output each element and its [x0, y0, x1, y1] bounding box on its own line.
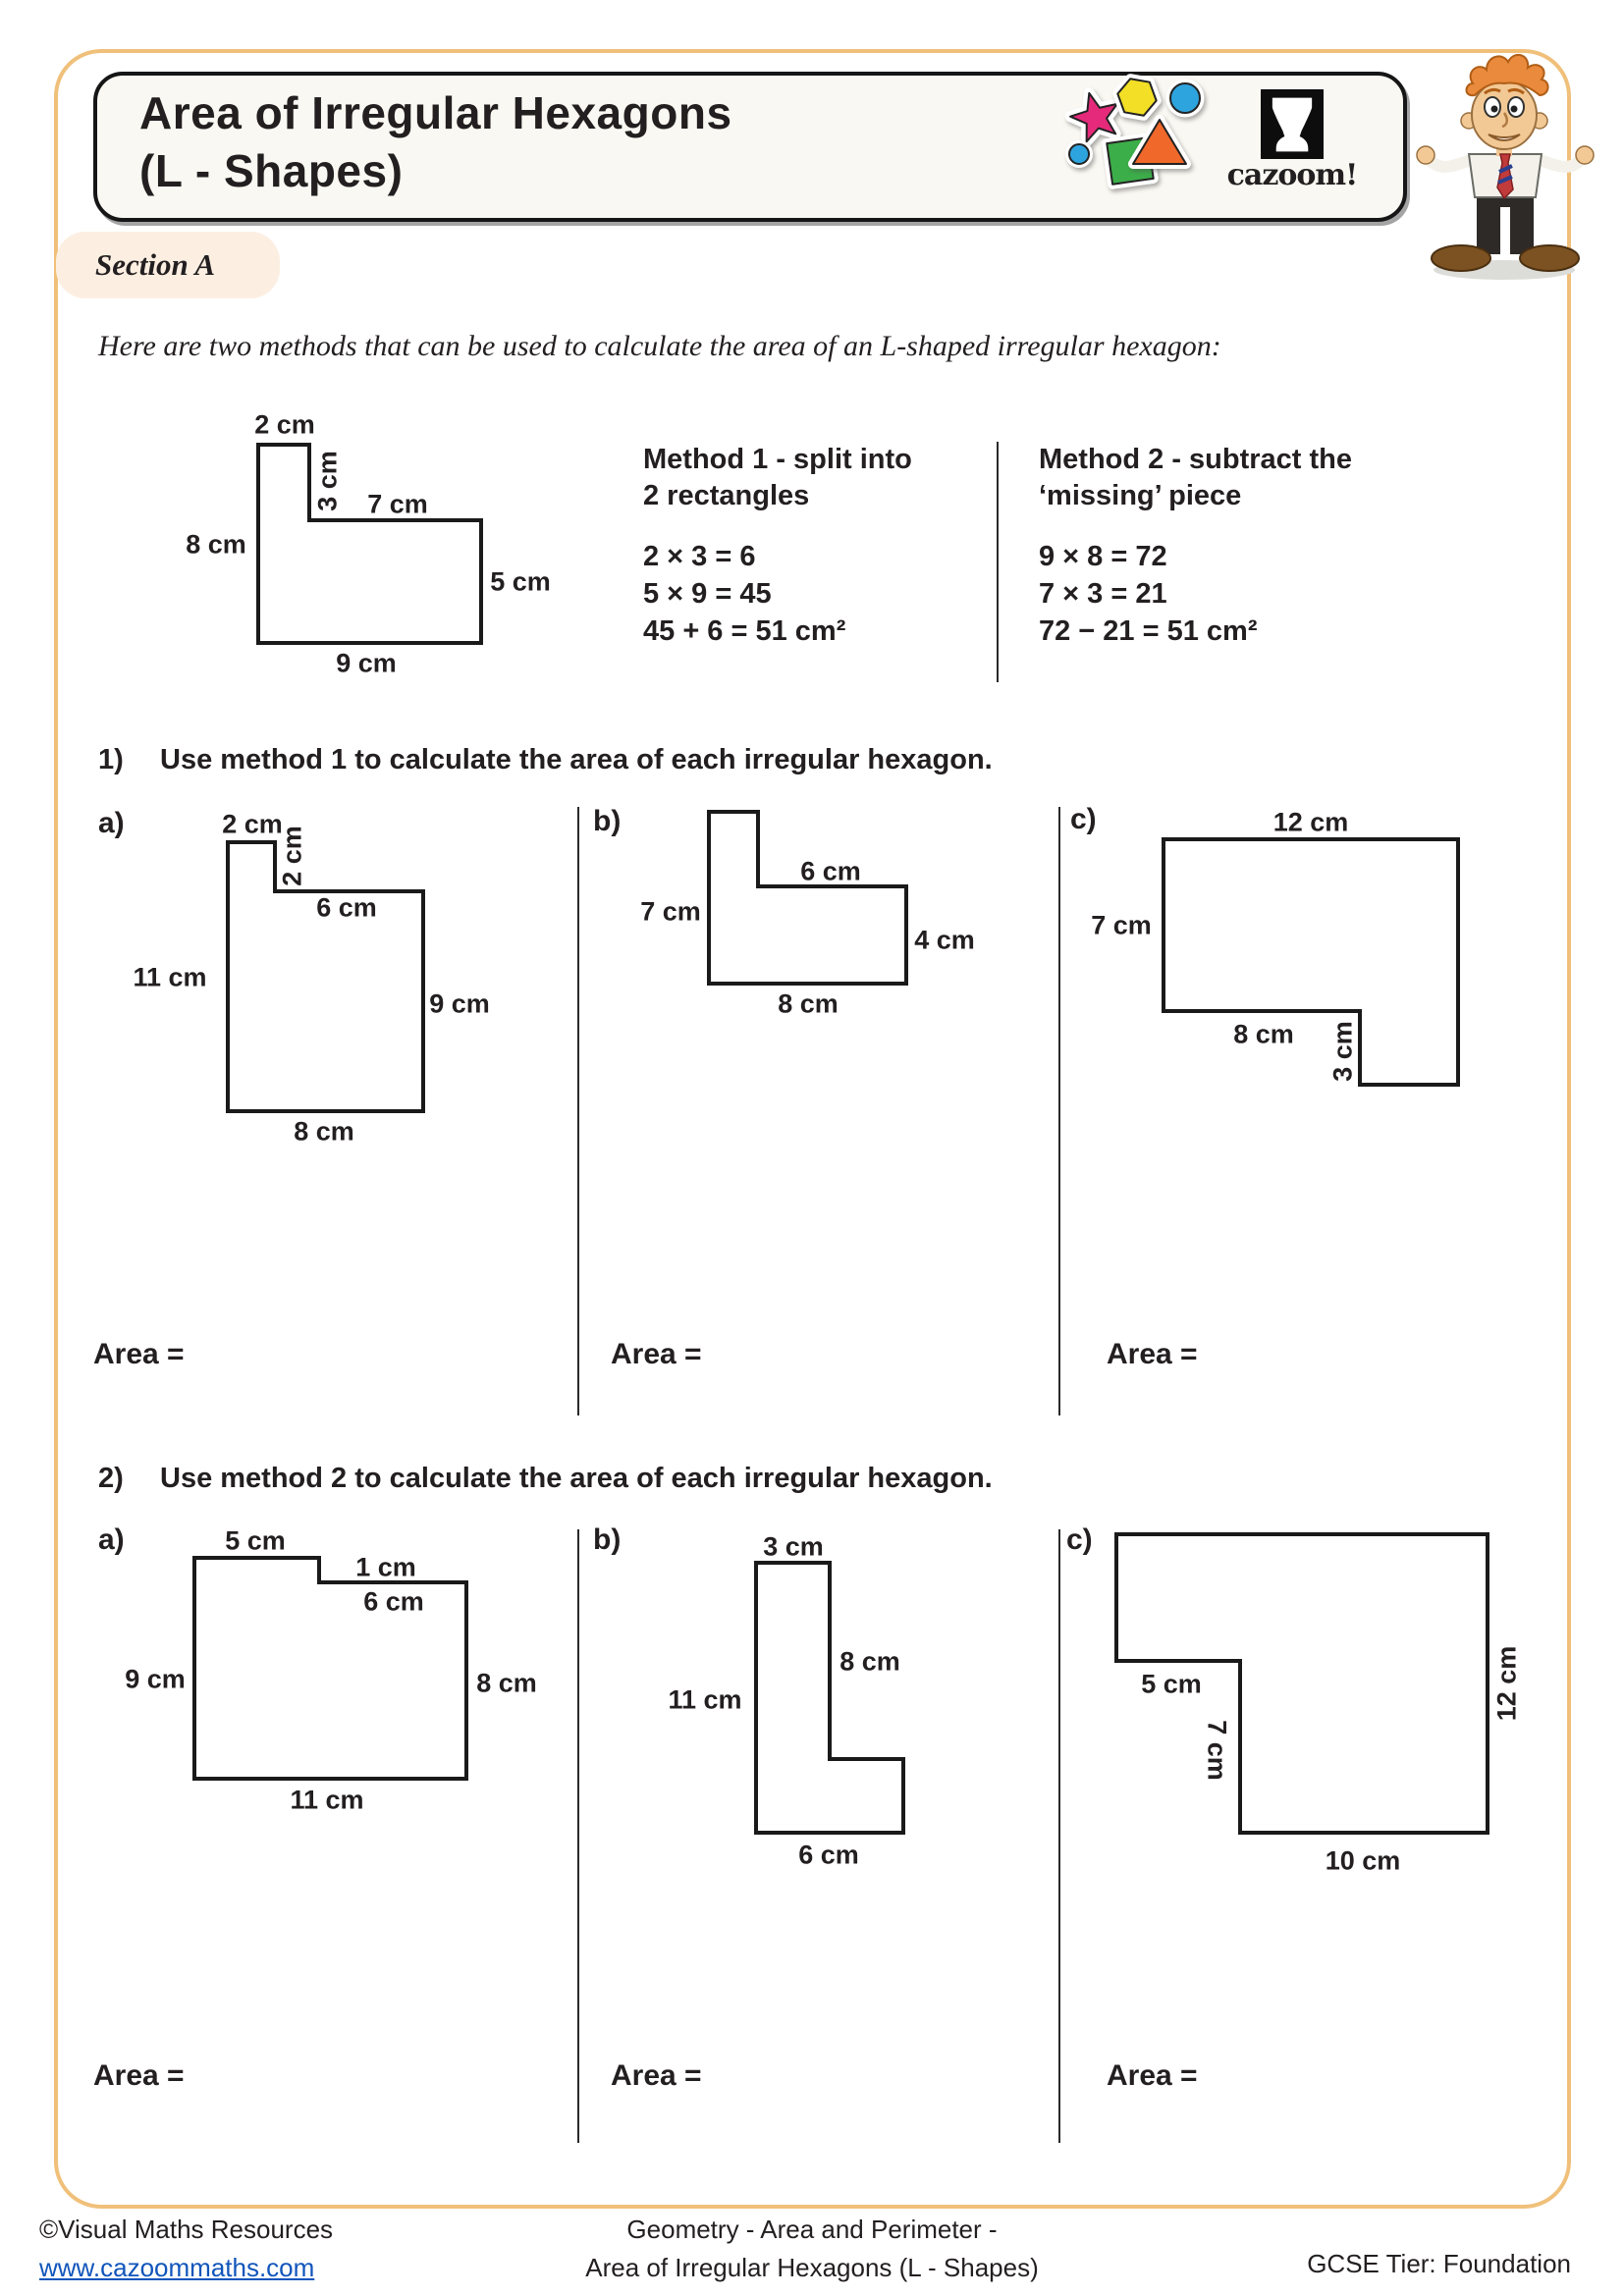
figure-q2a	[88, 1512, 579, 1845]
footer-topic-line2: Area of Irregular Hexagons (L - Shapes)	[585, 2253, 1039, 2282]
q2c-label: c)	[1066, 1523, 1093, 1556]
dim-label: 6 cm	[798, 1840, 859, 1870]
figure-q1b	[579, 785, 1051, 1060]
dim-label: 8 cm	[778, 988, 839, 1019]
dim-label: 6 cm	[363, 1586, 424, 1617]
method-1-step: 2 × 3 = 6	[643, 541, 756, 572]
dim-label: 9 cm	[125, 1664, 186, 1694]
method-2-step: 7 × 3 = 21	[1039, 578, 1167, 610]
dim-label: 3 cm	[1327, 1021, 1358, 1082]
dim-label: 5 cm	[1141, 1669, 1202, 1699]
q1c-label: c)	[1070, 803, 1097, 835]
cazoom-logo	[1261, 89, 1324, 159]
hexagon-icon	[1114, 77, 1159, 117]
dim-label: 12 cm	[1272, 807, 1349, 837]
q1c-area-label: Area =	[1107, 1338, 1198, 1370]
dim-label: 7 cm	[1202, 1720, 1232, 1781]
q2b-area-label: Area =	[611, 2059, 702, 2092]
dim-label: 3 cm	[763, 1531, 824, 1562]
figure-q2b	[579, 1502, 1051, 1885]
footer-website-link[interactable]: www.cazoommaths.com	[39, 2253, 315, 2282]
figure-q2c	[1060, 1502, 1571, 1885]
footer-tier: GCSE Tier: Foundation	[1307, 2249, 1571, 2278]
method-1-title-line1: Method 1 - split into	[643, 444, 912, 475]
dim-label: 4 cm	[914, 925, 975, 955]
drum-icon	[1261, 89, 1324, 159]
cazoom-logo-text: cazoom!	[1226, 158, 1358, 192]
method-2-title-line1: Method 2 - subtract the	[1039, 444, 1353, 475]
q1b-label: b)	[593, 805, 622, 837]
method-1-step: 5 × 9 = 45	[643, 578, 772, 610]
dim-label: 7 cm	[1091, 910, 1152, 940]
section-a-label: Section A	[95, 247, 216, 282]
question-1-number: 1)	[98, 744, 124, 775]
circle-icon	[1170, 83, 1200, 113]
dim-label: 8 cm	[294, 1116, 354, 1147]
method-1-step: 45 + 6 = 51 cm²	[643, 615, 846, 647]
method-2-title-line2: ‘missing’ piece	[1039, 480, 1242, 511]
dim-label: 9 cm	[429, 988, 490, 1019]
figure-q1a	[88, 805, 579, 1178]
q2c-area-label: Area =	[1107, 2059, 1198, 2092]
q2b-label: b)	[593, 1523, 622, 1556]
dim-label: 7 cm	[367, 489, 428, 519]
dim-label: 12 cm	[1491, 1645, 1522, 1722]
q1a-label: a)	[98, 807, 125, 839]
question-2-number: 2)	[98, 1463, 124, 1494]
shapes-cluster-icon	[1058, 71, 1219, 200]
dim-label: 8 cm	[476, 1668, 537, 1698]
dim-label: 8 cm	[839, 1646, 900, 1677]
dim-label: 2 cm	[277, 826, 307, 886]
dim-label: 2 cm	[222, 809, 283, 839]
footer-left	[39, 2211, 333, 2287]
method-2-step: 9 × 8 = 72	[1039, 541, 1167, 572]
intro-text: Here are two methods that can be used to calculate the area of an L-shaped irregular hexagon:	[98, 330, 1221, 362]
method-2-step: 72 − 21 = 51 cm²	[1039, 615, 1258, 647]
q2a-label: a)	[98, 1523, 125, 1556]
page-title-line1: Area of Irregular Hexagons	[139, 87, 732, 138]
q1b-area-label: Area =	[611, 1338, 702, 1370]
question-2-prompt: Use method 2 to calculate the area of each irregular hexagon.	[160, 1463, 993, 1494]
method-1-block	[643, 442, 997, 650]
q1a-area-label: Area =	[93, 1338, 185, 1370]
footer-topic-line1: Geometry - Area and Perimeter -	[626, 2215, 998, 2244]
method-1-title-line2: 2 rectangles	[643, 480, 810, 511]
figure-example	[137, 407, 648, 702]
triangle-icon	[1133, 120, 1186, 164]
question-1-prompt: Use method 1 to calculate the area of each irregular hexagon.	[160, 744, 993, 775]
footer-copyright: ©Visual Maths Resources	[39, 2215, 334, 2244]
q2a-area-label: Area =	[93, 2059, 185, 2092]
dim-label: 9 cm	[336, 648, 397, 678]
dim-label: 5 cm	[225, 1525, 286, 1556]
dim-label: 5 cm	[490, 566, 551, 597]
dim-label: 6 cm	[800, 856, 861, 886]
method-divider	[997, 442, 999, 682]
dim-label: 8 cm	[1233, 1019, 1294, 1049]
dim-label: 10 cm	[1325, 1845, 1401, 1876]
page-title-line2: (L - Shapes)	[139, 144, 404, 196]
figure-q1c	[1060, 785, 1571, 1119]
dim-label: 8 cm	[186, 529, 246, 560]
dim-label: 3 cm	[312, 451, 343, 511]
dim-label: 6 cm	[316, 892, 377, 923]
method-2-block	[1039, 442, 1392, 650]
dim-label: 2 cm	[254, 409, 315, 440]
dim-label: 1 cm	[355, 1552, 416, 1582]
page-title	[139, 84, 732, 200]
dim-label: 11 cm	[668, 1684, 742, 1715]
footer-center	[321, 2211, 1303, 2287]
mascot-character	[1406, 44, 1602, 290]
dim-label: 11 cm	[290, 1785, 364, 1815]
small-circle-icon	[1069, 144, 1089, 164]
dim-label: 11 cm	[133, 962, 207, 992]
dim-label: 7 cm	[640, 896, 701, 927]
section-a-pill	[56, 232, 280, 298]
